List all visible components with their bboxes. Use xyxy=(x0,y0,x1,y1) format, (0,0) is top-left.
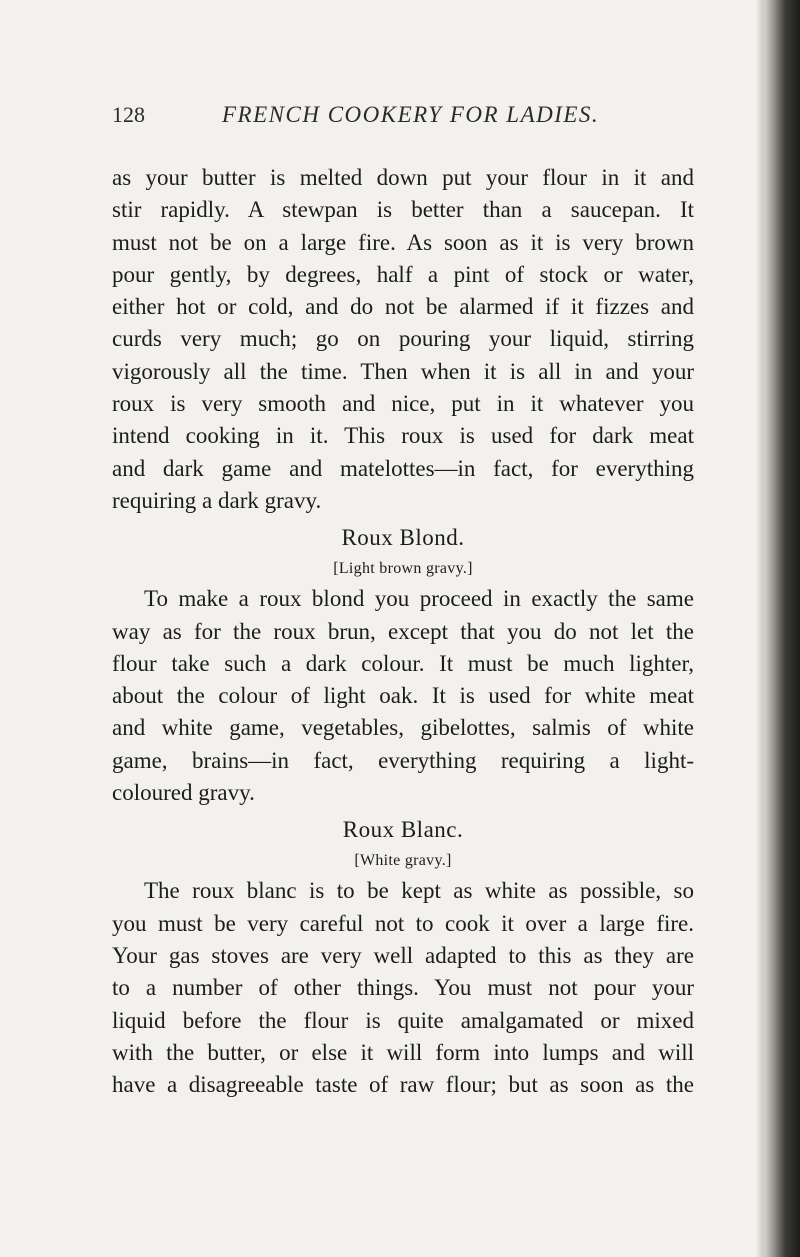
section-heading-roux-blond: Roux Blond. xyxy=(341,525,465,551)
page-header xyxy=(112,102,732,142)
text-line: pour gently, by degrees, half a pint of stock or water, xyxy=(112,261,694,287)
text-line: vigorously all the time. Then when it is all in and your xyxy=(112,358,694,384)
text-line: with the butter, or else it will form into lumps and will xyxy=(112,1039,694,1065)
text-line: To make a roux blond you proceed in exactly the same xyxy=(144,586,694,612)
text-line: requiring a dark gravy. xyxy=(112,487,322,513)
text-line: flour take such a dark colour. It must be much lighter, xyxy=(112,650,694,676)
text-line: as your butter is melted down put your flour in it and xyxy=(112,165,694,190)
text-line: either hot or cold, and do not be alarmed if it fizzes and xyxy=(112,294,694,320)
text-line: game, brains—in fact, everything requiring a light- xyxy=(112,747,694,773)
text-line: curds very much; go on pouring your liquid, stirring xyxy=(112,326,694,352)
text-line: The roux blanc is to be kept as white as possible, so xyxy=(144,878,694,904)
paragraph-roux-blond xyxy=(112,583,694,809)
running-title: FRENCH COOKERY FOR LADIES. xyxy=(222,102,600,127)
page-gutter-shadow xyxy=(756,0,764,1257)
text-line: roux is very smooth and nice, put in it whatever you xyxy=(112,391,694,417)
section-subheading-white-gravy: [White gravy.] xyxy=(354,852,452,870)
section-heading-roux-blanc: Roux Blanc. xyxy=(342,817,464,843)
text-line: and white game, vegetables, gibelottes, salmis of white xyxy=(112,715,694,741)
page-number: 128 xyxy=(112,102,145,127)
text-line: intend cooking in it. This roux is used for dark meat xyxy=(112,423,694,449)
text-line: liquid before the flour is quite amalgamated or mixed xyxy=(112,1007,694,1033)
text-line: stir rapidly. A stewpan is better than a saucepan. It xyxy=(112,197,694,223)
section-subheading-light-brown-gravy: [Light brown gravy.] xyxy=(333,560,473,578)
page-body xyxy=(112,162,694,1101)
text-line: coloured gravy. xyxy=(112,780,255,806)
paragraph-roux-brun-continued xyxy=(112,162,694,517)
text-line: you must be very careful not to cook it over a large fire. xyxy=(112,910,694,936)
text-line: must not be on a large fire. As soon as it is very brown xyxy=(112,229,694,255)
text-line: way as for the roux brun, except that you do not let the xyxy=(112,618,694,644)
text-line: Your gas stoves are very well adapted to this as they are xyxy=(112,942,694,968)
book-binding-edge xyxy=(764,0,800,1257)
paragraph-roux-blanc xyxy=(112,875,694,1101)
text-line: about the colour of light oak. It is used for white meat xyxy=(112,683,694,709)
text-line: and dark game and matelottes—in fact, for everything xyxy=(112,455,694,481)
text-line: have a disagreeable taste of raw flour; but as soon as the xyxy=(112,1072,694,1098)
text-line: to a number of other things. You must not pour your xyxy=(112,975,694,1001)
